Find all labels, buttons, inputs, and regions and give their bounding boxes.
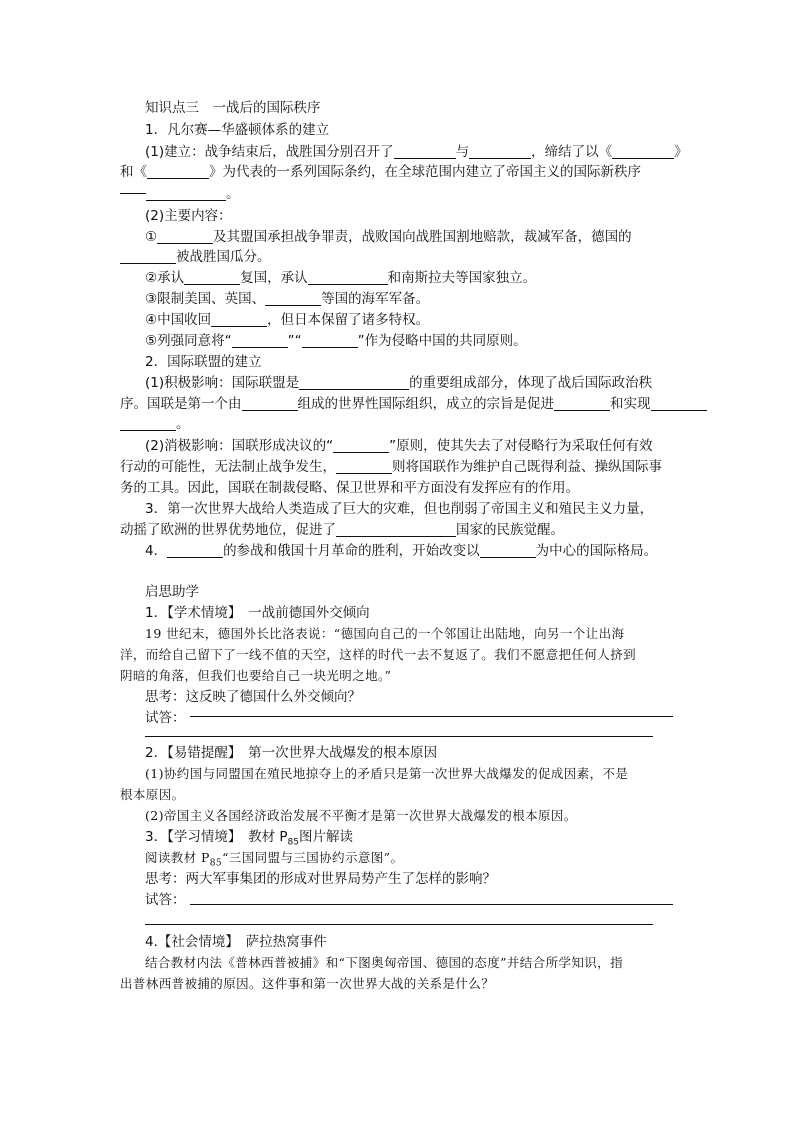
text-line: (2)主要内容：: [145, 208, 232, 224]
answer-line[interactable]: [190, 904, 673, 905]
think-prompt: 思考：两大军事集团的形成对世界局势产生了怎样的影响？: [145, 871, 496, 887]
text-line: (1)建立：战争结束后，战胜国分别召开了 与 ，缔结了以《 》: [145, 144, 688, 160]
text-line: 。: [120, 184, 680, 204]
blank[interactable]: [336, 459, 392, 474]
blank[interactable]: [184, 270, 240, 285]
blank[interactable]: [612, 144, 674, 159]
blank[interactable]: [232, 333, 288, 348]
text-line: 被战胜国瓜分。: [120, 247, 680, 267]
text-line: ②承认 复国，承认 和南斯拉夫等国家独立。: [145, 270, 537, 286]
subsection-2: 2．国际联盟的建立: [145, 354, 262, 370]
text-line: 动摇了欧洲的世界优势地位，促进了 国家的民族觉醒。: [120, 522, 564, 538]
case-line: 出普林西普被捕的原因。这件事和第一次世界大战的关系是什么？: [120, 976, 495, 991]
blank[interactable]: [120, 416, 176, 431]
question-heading: 3．【学习情境】 教材 $P_{85}$图片解读: [145, 829, 353, 848]
text-line: (1)积极影响：国际联盟是 的重要组成部分，体现了战后国际政治秩: [145, 375, 653, 391]
blank[interactable]: [394, 144, 456, 159]
text-line: ④中国收回 ，但日本保留了诸多特权。: [145, 312, 430, 328]
text-line: ① 及其盟国承担战争罪责，战败国向战胜国割地赔款，裁减军备，德国的: [145, 229, 632, 245]
note-line: (2)帝国主义各国经济政治发展不平衡才是第一次世界大战爆发的根本原因。: [145, 808, 577, 823]
section-title: 知识点三 一战后的国际秩序: [145, 100, 321, 116]
question-heading: 2．【易错提醒】 第一次世界大战爆发的根本原因: [145, 745, 438, 761]
question-heading: 1．【学术情境】 一战前德国外交倾向: [145, 605, 370, 621]
blank[interactable]: [120, 249, 176, 264]
text-line: (2)消极影响：国联形成决议的“ ”原则，使其失去了对侵略行为采取任何有效: [145, 438, 653, 454]
text-line: 务的工具。因此，国联在制裁侵略、保卫世界和平方面没有发挥应有的作用。: [120, 480, 579, 496]
text-line: 4． 的参战和俄国十月革命的胜利，开始改变以 为中心的国际格局。: [145, 543, 658, 559]
text-line: ⑤列强同意将“ ”“ ”作为侵略中国的共同原则。: [145, 333, 527, 349]
text-line: 3．第一次世界大战给人类造成了巨大的灾难，但也削弱了帝国主义和殖民主义力量，: [145, 501, 654, 517]
answer-line[interactable]: [145, 736, 653, 737]
instruction-line: 阅读教材 $P_{85}“$三国同盟与三国协约示意图”。: [145, 850, 404, 869]
quote-line: 阴暗的角落，但我们也要给自己一块光明之地。”: [120, 668, 392, 683]
note-line: 根本原因。: [120, 787, 185, 802]
text-line: 行动的可能性，无法制止战争发生， 则将国联作为维护自己既得利益、操纵国际事: [120, 459, 662, 475]
blank[interactable]: [651, 396, 707, 411]
blank[interactable]: [146, 186, 226, 201]
blank[interactable]: [157, 229, 213, 244]
answer-label: 试答：: [145, 710, 186, 726]
blank[interactable]: [242, 396, 298, 411]
answer-line[interactable]: [190, 716, 673, 717]
answer-line[interactable]: [145, 924, 653, 925]
blank[interactable]: [554, 396, 610, 411]
section-heading: 启思助学: [145, 584, 199, 600]
blank[interactable]: [167, 543, 223, 558]
blank[interactable]: [147, 164, 209, 179]
blank[interactable]: [299, 375, 409, 390]
blank[interactable]: [308, 270, 388, 285]
text-line: 。: [120, 414, 680, 434]
case-line: 结合教材内法《普林西普被捕》和“下图奥匈帝国、德国的态度”并结合所学知识，指: [145, 955, 623, 970]
blank[interactable]: [469, 144, 531, 159]
text-line: 和《 》为代表的一系列国际条约，在全球范围内建立了帝国主义的国际新秩序: [120, 164, 641, 180]
question-heading: 4.【社会情境】 萨拉热窝事件: [145, 934, 327, 950]
think-prompt: 思考：这反映了德国什么外交倾向？: [145, 689, 361, 705]
note-line: (1)协约国与同盟国在殖民地掠夺上的矛盾只是第一次世界大战爆发的促成因素，不是: [145, 766, 629, 781]
dash: [120, 193, 146, 194]
blank[interactable]: [480, 543, 536, 558]
blank[interactable]: [302, 333, 358, 348]
subsection-1: 1．凡尔赛—华盛顿体系的建立: [145, 122, 330, 138]
answer-label: 试答：: [145, 892, 186, 908]
text-line: ③限制美国、英国、 等国的海军军备。: [145, 291, 430, 307]
quote-line: 19 世纪末，德国外长比洛表说：“德国向自己的一个邻国让出陆地，向另一个让出海: [145, 626, 625, 641]
text-line: 序。国联是第一个由 组成的世界性国际组织，成立的宗旨是促进 和实现: [120, 394, 680, 414]
blank[interactable]: [336, 522, 456, 537]
blank[interactable]: [333, 438, 389, 453]
blank[interactable]: [211, 312, 267, 327]
quote-line: 洋，而给自己留下了一线不值的天空，这样的时代一去不复返了。我们不愿意把任何人挤到: [120, 647, 637, 662]
blank[interactable]: [265, 291, 321, 306]
